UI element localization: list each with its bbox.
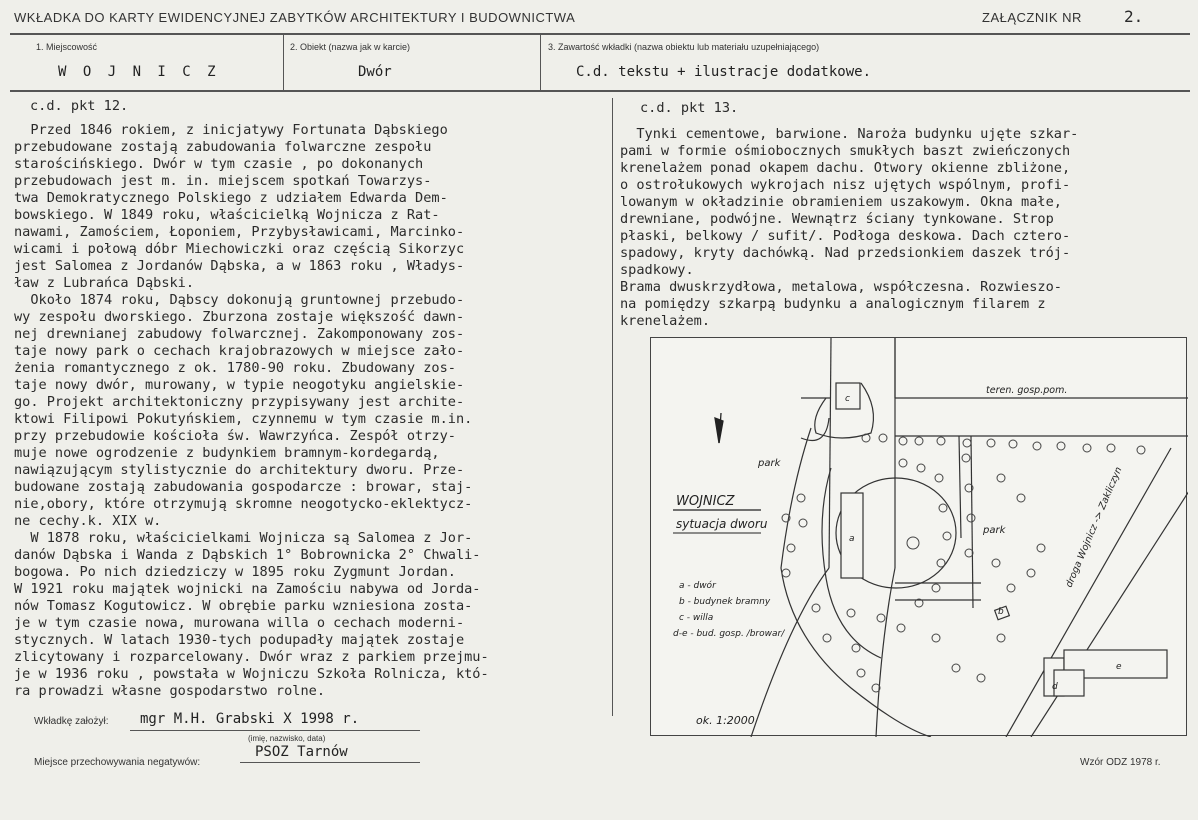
right-text-line: spadowy, kryty dachówką. Nad przedsionkiem daszek trój- [620, 245, 1071, 261]
left-text-line: nej drewnianej zabudowy folwarcznej. Zakomponowany zos- [14, 326, 465, 342]
right-text-line: krenelażem. [620, 313, 711, 329]
column-divider [612, 98, 613, 716]
building-label-d: d [1052, 682, 1058, 692]
left-text-line: bogowa. Po nich dziedziczy w 1895 roku Zygmunt Jordan. [14, 564, 456, 580]
made-by-label: Wkładkę założył: [34, 716, 109, 727]
left-text-line: przebudowach jest m. in. miejscem spotkań Towarzys- [14, 173, 432, 189]
left-text-line: twa Demokratycznego Polskiego z udziałem Edwarda Dem- [14, 190, 448, 206]
header-rule-top [10, 33, 1190, 35]
right-text-line: krenelażem ponad okapem dachu. Otwory okienne zbliżone, [620, 160, 1071, 176]
right-text-line: o ostrołukowych wykrojach nisz ujętych wspólnym, profi- [620, 177, 1071, 193]
left-text-line: ław z Lubrańca Dąbski. [14, 275, 195, 291]
legend-item-d-e: d-e - bud. gosp. /browar/ [673, 629, 785, 639]
left-column-text [14, 122, 489, 700]
left-text-line: taje nowy dwór, murowany, w typie neogotyku angielskie- [14, 377, 465, 393]
made-by-rule [130, 730, 420, 731]
label-park-left: park [758, 458, 781, 469]
left-text-line: wicami i połową dóbr Miechowiczki oraz częścią Sikorzyc [14, 241, 465, 257]
left-text-line: nie,obory, które otrzymują skromne neogotycko-eklektycz- [14, 496, 473, 512]
left-text-line: stycznych. W latach 1930-tych podupadły majątek zostaje [14, 632, 465, 648]
field-locality-value: W O J N I C Z [58, 64, 220, 80]
right-text-line: pami w formie ośmiobocznych smukłych baszt zwieńczonych [620, 143, 1071, 159]
field-object-label: 2. Obiekt (nazwa jak w karcie) [290, 42, 411, 52]
map-subtitle: sytuacja dworu [676, 517, 768, 531]
site-plan-map [650, 337, 1187, 736]
left-text-line: ne cechy.k. XIX w. [14, 513, 162, 529]
field-contents-label: 3. Zawartość wkładki (nazwa obiektu lub materiału uzupełniającego) [548, 42, 820, 52]
left-text-line: je w 1936 roku , powstała w Wojniczu Szkoła Rolnicza, któ- [14, 666, 489, 682]
left-text-line: W 1878 roku, właścicielkami Wojnicza są Salomea z Jor- [14, 530, 473, 546]
storage-value: PSOZ Tarnów [255, 744, 348, 760]
left-text-line: przebudowane zostają zabudowania folwarczne zespołu [14, 139, 432, 155]
header-rule-bottom [10, 90, 1190, 92]
left-column-heading: c.d. pkt 12. [30, 98, 129, 114]
building-label-a: a [849, 534, 855, 544]
left-text-line: starościńskiego. Dwór w tym czasie , po dokonanych [14, 156, 424, 172]
left-text-line: przy przebudowie kościoła św. Wawrzyńca. Zespół otrzy- [14, 428, 456, 444]
building-label-e: e [1116, 662, 1122, 672]
left-text-line: W 1921 roku majątek wojnicki na Zamościu nabywa od Jorda- [14, 581, 481, 597]
building-label-c: c [845, 394, 850, 404]
made-by-value: mgr M.H. Grabski X 1998 r. [140, 711, 360, 727]
right-column-heading: c.d. pkt 13. [640, 100, 739, 116]
left-text-line: nawami, Zamościem, Łoponiem, Przybysławicami, Marcinko- [14, 224, 465, 240]
road-label: droga Wojnicz -> Zakliczyn [1063, 465, 1125, 590]
left-text-line: budowane zostają zabudowania gospodarcze : browar, staj- [14, 479, 473, 495]
left-text-line: nów Tomasz Kogutowicz. W obrębie parku wzniesiona zosta- [14, 598, 473, 614]
storage-label: Miejsce przechowywania negatywów: [34, 757, 201, 768]
left-text-line: taje nowy park o cechach krajobrazowych w miejsce zało- [14, 343, 465, 359]
attachment-label: ZAŁĄCZNIK NR [982, 10, 1082, 25]
right-text-line: na pomiędzy szkarpą budynku a analogicznym filarem z [620, 296, 1046, 312]
attachment-number: 2. [1124, 7, 1144, 26]
left-text-line: żenia romantycznego z ok. 1780-90 roku. Zbudowany zos- [14, 360, 456, 376]
left-text-line: zlicytowany i rozparcelowany. Dwór wraz z parkiem przejmu- [14, 649, 489, 665]
field-divider-2 [540, 34, 541, 91]
field-locality-label: 1. Miejscowość [36, 42, 98, 52]
form-template-label: Wzór ODZ 1978 r. [1080, 757, 1161, 768]
field-contents-value: C.d. tekstu + ilustracje dodatkowe. [576, 64, 872, 80]
left-text-line: wy zespołu dworskiego. Zburzona zostaje większość dawn- [14, 309, 465, 325]
left-text-line: ra prowadzi własne gospodarstwo rolne. [14, 683, 325, 699]
left-text-line: bowskiego. W 1849 roku, właścicielką Wojnicza z Rat- [14, 207, 440, 223]
legend-item-c: c - willa [679, 613, 714, 623]
storage-rule [240, 762, 420, 763]
made-by-hint: (imię, nazwisko, data) [248, 734, 326, 743]
legend-item-a: a - dwór [679, 581, 716, 591]
right-text-line: Brama dwuskrzydłowa, metalowa, współczesna. Rozwieszo- [620, 279, 1062, 295]
right-text-line: drewniane, podwójne. Wewnątrz ściany tynkowane. Strop [620, 211, 1054, 227]
right-text-line: spadkowy. [620, 262, 694, 278]
right-text-line: lowanym w okładzinie obramieniem uszakowym. Okna małe, [620, 194, 1062, 210]
map-scale: ok. 1:2000 [696, 714, 755, 727]
card-title: WKŁADKA DO KARTY EWIDENCYJNEJ ZABYTKÓW ARCHITEKTURY I BUDOWNICTWA [14, 10, 576, 25]
left-text-line: Przed 1846 rokiem, z inicjatywy Fortunata Dąbskiego [14, 122, 448, 138]
left-text-line: Około 1874 roku, Dąbscy dokonują gruntownej przebudo- [14, 292, 465, 308]
left-text-line: muje nowe ogrodzenie z budynkiem bramnym-kordegardą, [14, 445, 440, 461]
left-text-line: je w tym czasie nowa, murowana willa o cechach moderni- [14, 615, 465, 631]
left-text-line: danów Dąbska i Wanda z Dąbskich 1° Bobrownicka 2° Chwali- [14, 547, 481, 563]
label-economic-area: teren. gosp.pom. [986, 385, 1068, 396]
map-title: WOJNICZ [676, 494, 735, 509]
right-column-text [620, 126, 1078, 330]
label-park-right: park [983, 525, 1006, 536]
right-text-line: Tynki cementowe, barwione. Naroża budynku ujęte szkar- [620, 126, 1079, 142]
legend-item-b: b - budynek bramny [679, 597, 771, 607]
right-text-line: płaski, belkowy / sufit/. Podłoga deskowa. Dach cztero- [620, 228, 1071, 244]
left-text-line: nawiązującym stylistycznie do architektury dworu. Prze- [14, 462, 465, 478]
site-plan-drawing [651, 338, 1188, 737]
left-text-line: jest Salomea z Jordanów Dąbska, a w 1863 roku , Władys- [14, 258, 465, 274]
building-label-b: b [998, 607, 1004, 617]
left-text-line: go. Projekt architektoniczny przypisywany jest archite- [14, 394, 465, 410]
left-text-line: ktowi Filipowi Pokutyńskiem, czynnemu w tym czasie m.in. [14, 411, 473, 427]
field-object-value: Dwór [358, 64, 392, 80]
field-divider-1 [283, 34, 284, 91]
